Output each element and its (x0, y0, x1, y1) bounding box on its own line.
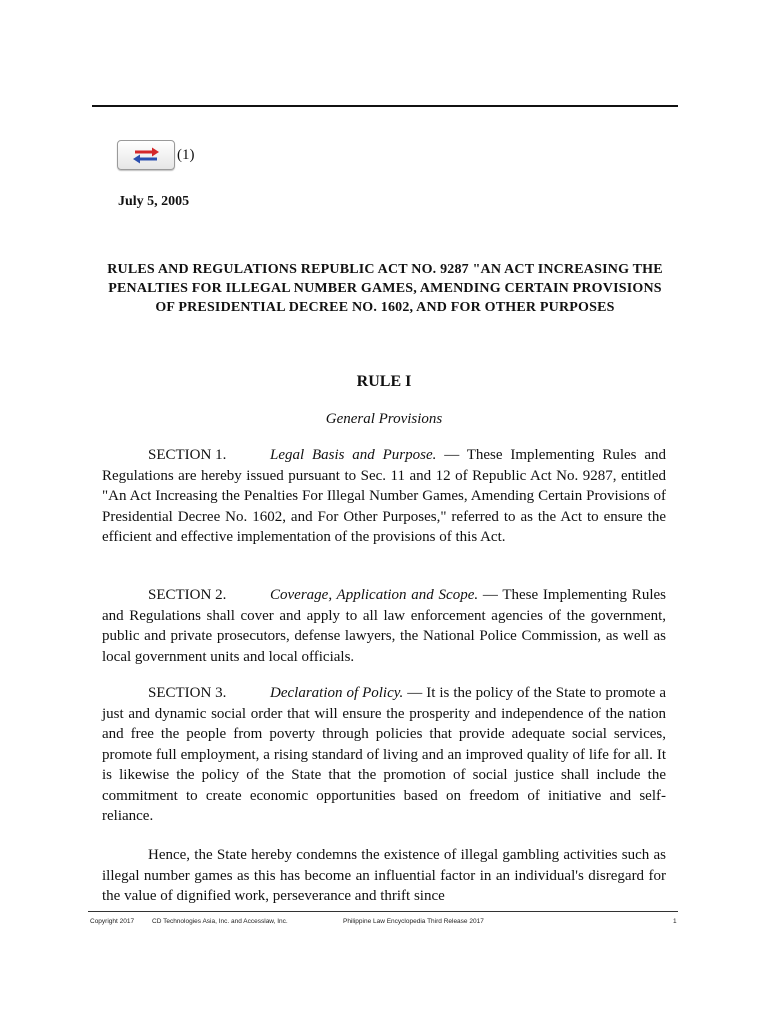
section-label: SECTION 1. (148, 447, 227, 463)
section-text: — These Implementing Rules and Regulations shall cover and apply to all law enforcement agencies of the government, public and private prosecutors, defense lawyers, the National Police Commission, as well as local government units and local officials. (102, 587, 666, 665)
document-title: RULES AND REGULATIONS REPUBLIC ACT NO. 9287 "AN ACT INCREASING THE PENALTIES FOR ILLEGAL NUMBER GAMES, AMENDING CERTAIN PROVISIONS OF PRESIDENTIAL DECREE NO. 1602, AND FOR OTHER PURPOSES (107, 262, 663, 315)
footnote-reference[interactable]: (1) (177, 146, 195, 163)
section-text: — It is the policy of the State to promote a just and dynamic social order that will ensure the prosperity and independence of the nation and free the people from poverty through policies that provide adequate social services, promote full employment, a rising standard of living and an improved quality of life for all. It is likewise the policy of the State that the promotion of social justice shall include the commitment to create economic opportunities based on freedom of initiative and self-reliance. (102, 685, 666, 824)
rule-heading: RULE I (356, 373, 412, 390)
closing-paragraph: Hence, the State hereby condemns the existence of illegal gambling activities such as illegal number games as this has become an influential factor in an individual's disregard for the value of dignified work, perseverance and thrift since (102, 847, 666, 904)
section-1-paragraph (102, 445, 666, 548)
footer-divider (88, 911, 678, 912)
page-number: 1 (673, 918, 677, 925)
footer-company: CD Technologies Asia, Inc. and Accesslaw, Inc. (152, 918, 288, 925)
section-title: Legal Basis and Purpose. (270, 447, 437, 463)
section-label: SECTION 2. (148, 587, 227, 603)
section-title: Declaration of Policy. (270, 685, 404, 701)
swap-arrows-icon (131, 146, 161, 164)
document-date: July 5, 2005 (118, 194, 190, 209)
section-text: — These Implementing Rules and Regulations are hereby issued pursuant to Sec. 11 and 12 of Republic Act No. 9287, entitled "An Act Increasing the Penalties For Illegal Number Games, Amending Certain Provisions of Presidential Decree No. 1602, and For Other Purposes," referred to as the Act to ensure the efficient and effective implementation of the provisions of this Act. (102, 447, 666, 545)
section-2-paragraph (102, 585, 666, 667)
section-label: SECTION 3. (148, 685, 227, 701)
swap-reference-button[interactable] (117, 140, 175, 170)
section-3-paragraph (102, 683, 666, 827)
footer-copyright: Copyright 2017 (90, 918, 135, 925)
section-title: Coverage, Application and Scope. (270, 587, 479, 603)
rule-subheading: General Provisions (325, 411, 443, 427)
top-divider (92, 105, 678, 107)
footer-publication: Philippine Law Encyclopedia Third Release 2017 (343, 918, 484, 925)
reference-nav (117, 139, 195, 171)
